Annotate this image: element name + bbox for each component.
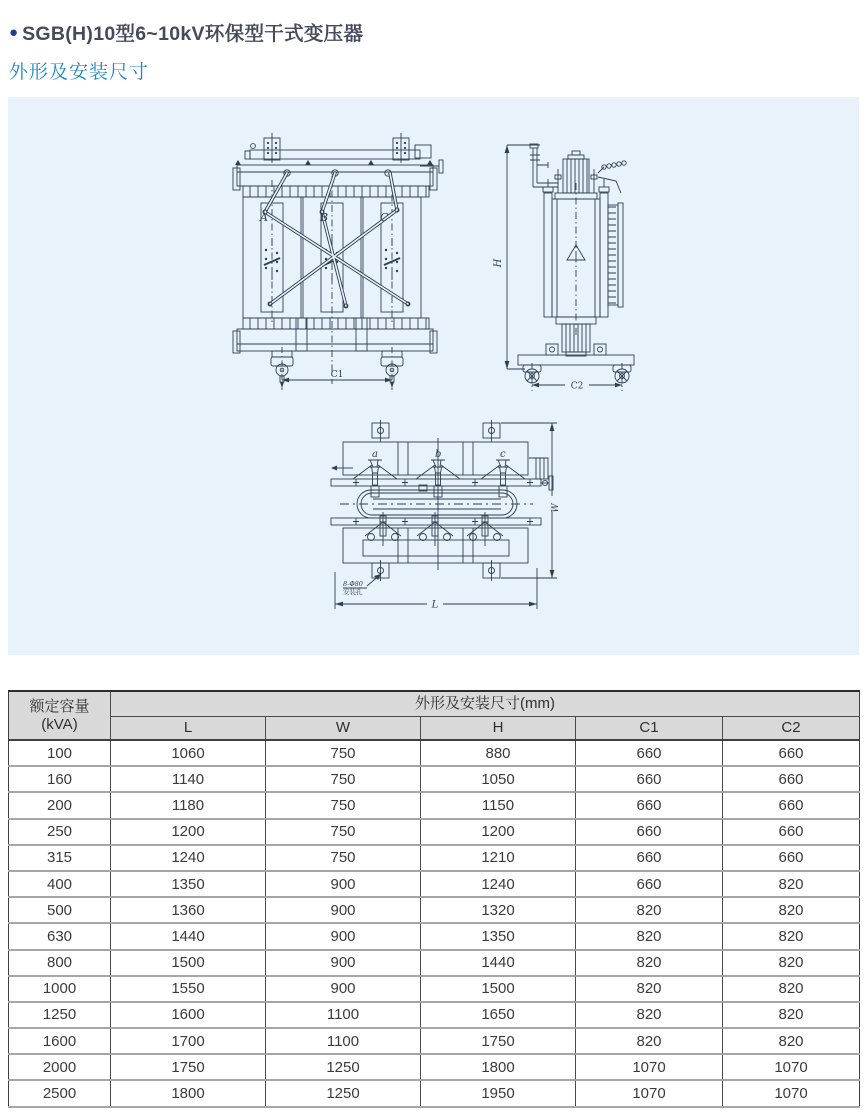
cell-l: 1200: [111, 819, 266, 845]
page-title-row: [9, 18, 363, 46]
cell-w: 900: [266, 871, 421, 897]
cell-w: 1250: [266, 1080, 421, 1106]
column-header-c1: C1: [576, 717, 723, 741]
cell-c1: 660: [576, 871, 723, 897]
cell-c2: 820: [723, 1028, 860, 1054]
terminal-label-a: a: [372, 449, 378, 460]
cell-h: 1350: [421, 923, 576, 949]
cell-kva: 1000: [9, 976, 111, 1002]
cell-c1: 820: [576, 1002, 723, 1028]
cell-l: 1360: [111, 897, 266, 923]
cell-c1: 660: [576, 766, 723, 792]
table-row: [9, 740, 860, 766]
table-row: [9, 950, 860, 976]
cell-l: 1240: [111, 845, 266, 871]
front-wheels: [271, 347, 403, 390]
drawing-panel: [8, 97, 859, 655]
cell-c1: 820: [576, 923, 723, 949]
cell-c1: 820: [576, 976, 723, 1002]
cell-c2: 660: [723, 740, 860, 766]
cell-w: 750: [266, 740, 421, 766]
cell-c1: 1070: [576, 1080, 723, 1106]
table-body: [9, 740, 860, 1107]
dim-label-l: L: [431, 599, 439, 611]
cell-w: 750: [266, 766, 421, 792]
cell-w: 750: [266, 819, 421, 845]
cell-h: 1440: [421, 950, 576, 976]
cell-c1: 660: [576, 792, 723, 818]
cell-h: 1750: [421, 1028, 576, 1054]
table-row: [9, 976, 860, 1002]
cell-c1: 660: [576, 740, 723, 766]
table-row: [9, 792, 860, 818]
page-title: SGB(H)10型6~10kV环保型干式变压器: [22, 23, 364, 45]
column-header-c2: C2: [723, 717, 860, 741]
cell-l: 1800: [111, 1080, 266, 1106]
dim-label-w: W: [551, 503, 561, 513]
lv-insulators: [353, 460, 525, 497]
cell-c2: 820: [723, 1002, 860, 1028]
cell-c1: 1070: [576, 1054, 723, 1080]
table-row: [9, 1054, 860, 1080]
cell-h: 880: [421, 740, 576, 766]
cell-c2: 660: [723, 845, 860, 871]
cell-h: 1210: [421, 845, 576, 871]
cell-c1: 660: [576, 819, 723, 845]
cell-kva: 160: [9, 766, 111, 792]
cell-l: 1060: [111, 740, 266, 766]
cell-kva: 200: [9, 792, 111, 818]
dim-label-c1: C1: [330, 370, 344, 380]
terminal-label-b: b: [435, 449, 442, 460]
table-row: [9, 897, 860, 923]
table-row: [9, 1002, 860, 1028]
bullet-icon: ●: [9, 23, 19, 41]
phase-label-c: C: [380, 211, 389, 224]
capacity-column-header: [9, 691, 111, 740]
dim-label-c2: C2: [570, 381, 584, 392]
cell-w: 750: [266, 845, 421, 871]
table-row: [9, 871, 860, 897]
cell-l: 1750: [111, 1054, 266, 1080]
side-view-drawing: [480, 133, 670, 410]
table-row: [9, 766, 860, 792]
phase-label-a: A: [260, 211, 268, 224]
cell-w: 900: [266, 923, 421, 949]
cell-h: 1950: [421, 1080, 576, 1106]
cell-h: 1500: [421, 976, 576, 1002]
capacity-header-line1: 额定容量: [29, 698, 90, 716]
cell-kva: 400: [9, 871, 111, 897]
capacity-header-line2: (kVA): [41, 715, 78, 733]
dimensions-table: [8, 690, 860, 1108]
table-row: [9, 845, 860, 871]
cell-l: 1550: [111, 976, 266, 1002]
cell-c2: 820: [723, 950, 860, 976]
cell-l: 1440: [111, 923, 266, 949]
roller-assemblies: [365, 512, 503, 546]
hole-note-line1: 8-Φ80: [343, 580, 363, 588]
top-view-drawing: [315, 420, 590, 620]
cell-w: 1250: [266, 1054, 421, 1080]
cell-c2: 820: [723, 871, 860, 897]
cell-l: 1500: [111, 950, 266, 976]
cell-l: 1140: [111, 766, 266, 792]
cell-l: 1600: [111, 1002, 266, 1028]
cell-c2: 820: [723, 897, 860, 923]
cell-l: 1180: [111, 792, 266, 818]
cell-c1: 660: [576, 845, 723, 871]
cell-c1: 820: [576, 950, 723, 976]
cell-w: 1100: [266, 1002, 421, 1028]
cell-c1: 820: [576, 897, 723, 923]
cell-c1: 820: [576, 1028, 723, 1054]
cell-c2: 820: [723, 976, 860, 1002]
cell-kva: 630: [9, 923, 111, 949]
cell-w: 1100: [266, 1028, 421, 1054]
cell-h: 1240: [421, 871, 576, 897]
cell-h: 1200: [421, 819, 576, 845]
column-header-l: L: [111, 717, 266, 741]
dim-label-h: H: [493, 258, 504, 268]
cell-c2: 660: [723, 766, 860, 792]
table-row: [9, 819, 860, 845]
hole-note-line2: 安装孔: [343, 588, 363, 596]
cell-l: 1700: [111, 1028, 266, 1054]
phase-label-b: B: [320, 211, 329, 224]
cell-kva: 800: [9, 950, 111, 976]
section-title: 外形及安装尺寸: [9, 62, 150, 83]
cell-kva: 250: [9, 819, 111, 845]
terminal-label-c: c: [500, 449, 506, 460]
cell-kva: 315: [9, 845, 111, 871]
cell-kva: 2000: [9, 1054, 111, 1080]
cell-kva: 500: [9, 897, 111, 923]
table-row: [9, 923, 860, 949]
cell-c2: 1070: [723, 1054, 860, 1080]
cell-kva: 1600: [9, 1028, 111, 1054]
cell-w: 900: [266, 950, 421, 976]
bolt-dots: [235, 142, 433, 165]
cell-c2: 660: [723, 819, 860, 845]
cell-w: 750: [266, 792, 421, 818]
cell-w: 900: [266, 897, 421, 923]
cell-h: 1650: [421, 1002, 576, 1028]
front-view-drawing: [212, 132, 468, 408]
cell-l: 1350: [111, 871, 266, 897]
table-row: [9, 1028, 860, 1054]
cell-h: 1050: [421, 766, 576, 792]
cell-h: 1320: [421, 897, 576, 923]
column-header-w: W: [266, 717, 421, 741]
cell-w: 900: [266, 976, 421, 1002]
cell-kva: 1250: [9, 1002, 111, 1028]
table-row: [9, 1080, 860, 1106]
column-header-h: H: [421, 717, 576, 741]
cell-kva: 2500: [9, 1080, 111, 1106]
brace-rods: [263, 173, 410, 308]
cell-c2: 820: [723, 923, 860, 949]
group-header: 外形及安装尺寸(mm): [111, 691, 860, 717]
cell-kva: 100: [9, 740, 111, 766]
cell-c2: 660: [723, 792, 860, 818]
cell-c2: 1070: [723, 1080, 860, 1106]
cell-h: 1800: [421, 1054, 576, 1080]
cell-h: 1150: [421, 792, 576, 818]
